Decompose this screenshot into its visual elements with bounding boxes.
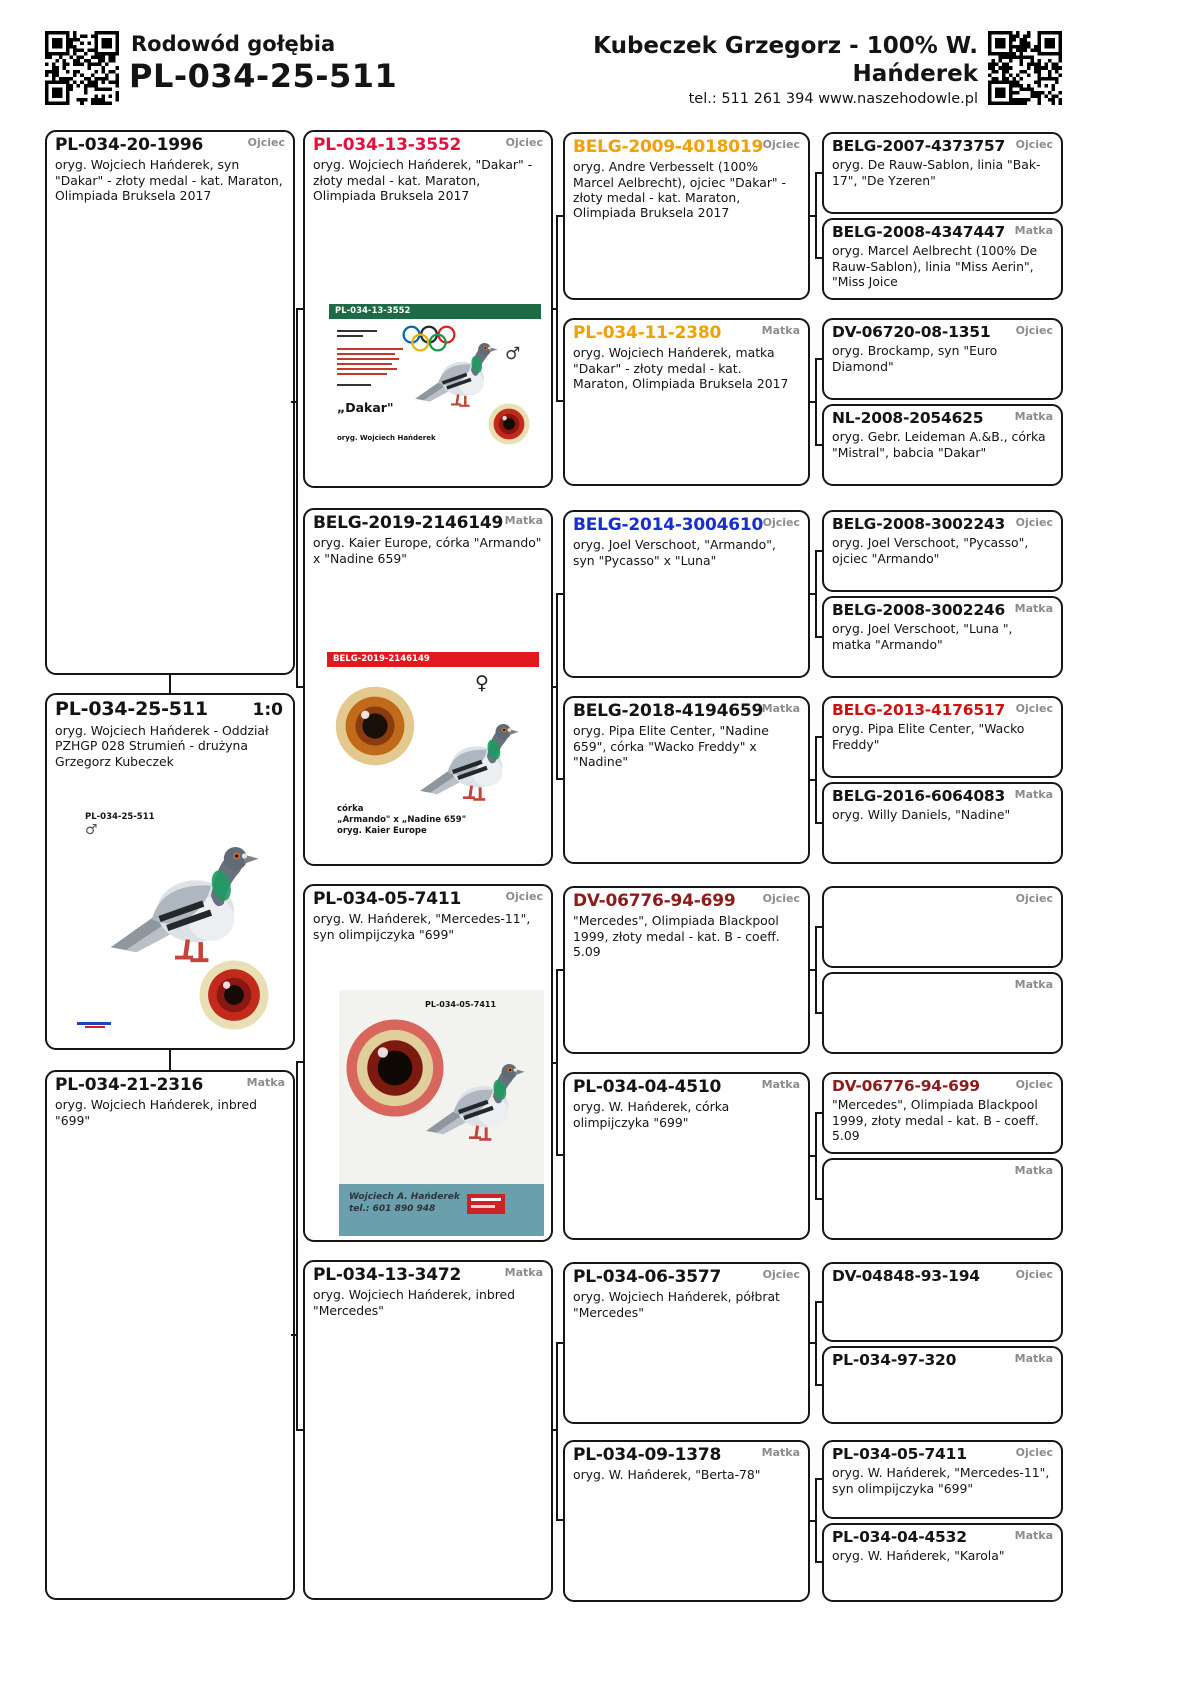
gen5-box-2 xyxy=(822,218,1063,300)
connector-line xyxy=(815,1112,822,1114)
gen4-box-3 xyxy=(563,510,810,678)
ring-number: PL-034-21-2316 xyxy=(55,1075,204,1095)
connector-line xyxy=(815,444,822,446)
connector-line xyxy=(815,926,822,928)
male-symbol: ♂ xyxy=(505,344,521,364)
role-label: Ojciec xyxy=(762,138,800,151)
breeder-name-line1: Kubeczek Grzegorz - 100% W. xyxy=(593,33,978,59)
role-label: Matka xyxy=(1014,410,1053,423)
pigeon-image xyxy=(421,1014,541,1186)
male-symbol: ♂ xyxy=(85,822,98,838)
ring-number: BELG-2014-3004610 xyxy=(573,515,764,535)
role-label: Ojciec xyxy=(1015,1268,1053,1281)
connector-line xyxy=(808,1342,816,1344)
ring-number: PL-034-04-4510 xyxy=(573,1077,722,1097)
photo-caption-3: oryg. Kaier Europe xyxy=(337,826,427,836)
pigeon-description: oryg. Joel Verschoot, "Pycasso", ojciec "Armando" xyxy=(832,535,1029,566)
ring-number: BELG-2008-4347447 xyxy=(832,223,1006,241)
loft-logo-accent xyxy=(85,1026,105,1028)
eye-image xyxy=(333,684,417,768)
ring-number: PL-034-11-2380 xyxy=(573,323,722,343)
role-label: Ojciec xyxy=(1015,1446,1053,1459)
gen4-box-1 xyxy=(563,132,810,300)
connector-line xyxy=(808,215,816,217)
role-label: Matka xyxy=(761,702,800,715)
role-label: Ojciec xyxy=(247,136,285,149)
connector-line xyxy=(556,1342,563,1344)
connector-line xyxy=(556,1342,558,1521)
ring-number: BELG-2016-6064083 xyxy=(832,787,1006,805)
gen5-box-1 xyxy=(822,132,1063,214)
connector-line xyxy=(815,1198,822,1200)
subject-box xyxy=(45,693,295,1050)
connector-line xyxy=(808,1155,816,1157)
connector-line xyxy=(551,1429,557,1431)
role-label: Matka xyxy=(504,1266,543,1279)
role-label: Matka xyxy=(1014,788,1053,801)
gen4-box-2 xyxy=(563,318,810,486)
pigeon-description: oryg. Andre Verbesselt (100% Marcel Aelbrecht), ojciec "Dakar" - złoty medal - kat. Maraton, Olimpiada Bruksela 2017 xyxy=(573,159,787,221)
kaier-photo-card xyxy=(327,576,539,860)
pigeon-description: oryg. Wojciech Hańderek, inbred "699" xyxy=(55,1097,258,1128)
role-label: Ojciec xyxy=(1015,516,1053,529)
gen3-box-1 xyxy=(303,130,553,488)
connector-line xyxy=(291,1334,297,1336)
connector-line xyxy=(296,686,303,688)
gen5-box-4 xyxy=(822,404,1063,486)
role-label: Ojciec xyxy=(1015,892,1053,905)
connector-line xyxy=(815,257,822,259)
connector-line xyxy=(556,969,563,971)
connector-line xyxy=(815,1561,822,1563)
pigeon-description: oryg. Joel Verschoot, "Armando", syn "Pycasso" x "Luna" xyxy=(573,537,776,568)
gen5-box-15 xyxy=(822,1440,1063,1519)
subject-score: 1:0 xyxy=(252,700,283,720)
gen5-box-7 xyxy=(822,696,1063,778)
connector-line xyxy=(808,969,816,971)
role-label: Ojciec xyxy=(1015,324,1053,337)
connector-line xyxy=(815,822,822,824)
connector-line xyxy=(296,1061,303,1063)
gen5-box-11 xyxy=(822,1072,1063,1154)
role-label: Ojciec xyxy=(505,890,543,903)
photo-card-header: BELG-2019-2146149 xyxy=(333,654,430,664)
pigeon-description: "Mercedes", Olimpiada Blackpool 1999, złoty medal - kat. B - coeff. 5.09 xyxy=(832,1097,1039,1144)
ring-number: DV-06776-94-699 xyxy=(832,1077,980,1095)
gen5-box-6 xyxy=(822,596,1063,678)
connector-line xyxy=(551,1062,557,1064)
gen5-box-13 xyxy=(822,1262,1063,1342)
ring-number: PL-034-09-1378 xyxy=(573,1445,722,1465)
connector-line xyxy=(556,1519,563,1521)
connector-line xyxy=(556,215,563,217)
connector-line xyxy=(169,675,171,693)
gen3-box-4 xyxy=(303,1260,553,1600)
photo-caption-2: „Armando" x „Nadine 659" xyxy=(337,815,467,825)
connector-line xyxy=(556,400,563,402)
eye-image xyxy=(197,958,271,1032)
ring-number: BELG-2013-4176517 xyxy=(832,701,1006,719)
gen5-box-16 xyxy=(822,1523,1063,1602)
gen4-box-5 xyxy=(563,886,810,1054)
female-symbol: ♀ xyxy=(475,672,489,694)
document-title: Rodowód gołębia xyxy=(131,32,336,56)
mercedes-photo-card xyxy=(339,990,544,1236)
connector-line xyxy=(808,1520,816,1522)
connector-line xyxy=(291,401,297,403)
photo-caption-1: córka xyxy=(337,804,364,814)
ring-number: BELG-2007-4373757 xyxy=(832,137,1006,155)
gen3-box-3 xyxy=(303,884,553,1242)
qr-code-right xyxy=(988,31,1062,105)
pigeon-description: oryg. W. Hańderek, "Mercedes-11", syn olimpijczyka "699" xyxy=(832,1465,1050,1496)
pigeon-description: oryg. Gebr. Leideman A.&B., córka "Mistral", babcia "Dakar" xyxy=(832,429,1046,460)
pigeon-description: oryg. W. Hańderek, "Berta-78" xyxy=(573,1467,761,1483)
role-label: Matka xyxy=(761,324,800,337)
gen3-box-2 xyxy=(303,508,553,866)
pigeon-description: oryg. Wojciech Hańderek, inbred "Mercedes" xyxy=(313,1287,516,1318)
role-label: Matka xyxy=(1014,1529,1053,1542)
connector-line xyxy=(556,778,563,780)
role-label: Ojciec xyxy=(1015,702,1053,715)
role-label: Ojciec xyxy=(762,516,800,529)
connector-line xyxy=(815,550,822,552)
photo-badge-line xyxy=(471,1198,501,1201)
connector-line xyxy=(808,401,816,403)
pigeon-name: „Dakar" xyxy=(337,400,394,415)
pigeon-description: oryg. Pipa Elite Center, "Nadine 659", córka "Wacko Freddy" x "Nadine" xyxy=(573,723,769,769)
photo-footer-2: tel.: 601 890 948 xyxy=(349,1204,436,1214)
ring-number: PL-034-05-7411 xyxy=(832,1445,967,1463)
pigeon-description: oryg. Pipa Elite Center, "Wacko Freddy" xyxy=(832,721,1025,752)
document-ring-number: PL-034-25-511 xyxy=(129,57,398,95)
gen5-box-3 xyxy=(822,318,1063,400)
gen4-box-4 xyxy=(563,696,810,864)
connector-line xyxy=(169,1050,171,1070)
pigeon-description: oryg. Joel Verschoot, "Luna ", matka "Armando" xyxy=(832,621,1013,652)
breeder-info xyxy=(458,32,978,107)
gen5-box-10 xyxy=(822,972,1063,1054)
connector-line xyxy=(815,358,822,360)
breeder-contact: tel.: 511 261 394 www.naszehodowle.pl xyxy=(688,91,978,108)
pigeon-description: oryg. W. Hańderek, córka olimpijczyka "699" xyxy=(573,1099,730,1130)
role-label: Matka xyxy=(761,1078,800,1091)
subject-ring-number: PL-034-25-511 xyxy=(55,698,208,720)
pigeon-description: oryg. Marcel Aelbrecht (100% De Rauw-Sablon), linia "Miss Aerin", "Miss Joice xyxy=(832,243,1038,290)
connector-line xyxy=(815,1478,822,1480)
ring-number: PL-034-13-3472 xyxy=(313,1265,462,1285)
ring-number: BELG-2008-3002243 xyxy=(832,515,1006,533)
pigeon-description: oryg. Wojciech Hańderek, "Dakar" - złoty medal - kat. Maraton, Olimpiada Bruksela 2017 xyxy=(313,157,533,203)
ring-number: PL-034-05-7411 xyxy=(313,889,462,909)
connector-line xyxy=(556,1154,563,1156)
photo-badge xyxy=(467,1194,505,1214)
dakar-photo-card xyxy=(329,304,541,452)
role-label: Matka xyxy=(1014,224,1053,237)
gen5-box-14 xyxy=(822,1346,1063,1424)
photo-footer-1: Wojciech A. Hańderek xyxy=(349,1192,460,1202)
subject-description: oryg. Wojciech Hańderek - Oddział PZHGP 028 Strumień - drużyna Grzegorz Kubeczek xyxy=(55,722,269,769)
gen4-box-7 xyxy=(563,1262,810,1424)
connector-line xyxy=(296,308,298,688)
connector-line xyxy=(551,686,557,688)
role-label: Ojciec xyxy=(1015,138,1053,151)
ring-number: DV-06720-08-1351 xyxy=(832,323,991,341)
gen4-box-8 xyxy=(563,1440,810,1602)
pigeon-description: oryg. De Rauw-Sablon, linia "Bak-17", "De Yzeren" xyxy=(832,157,1041,188)
role-label: Matka xyxy=(1014,1164,1053,1177)
gen2-father-box xyxy=(45,130,295,675)
eye-image xyxy=(487,402,531,446)
role-label: Matka xyxy=(1014,1352,1053,1365)
connector-line xyxy=(551,308,557,310)
ring-number: DV-04848-93-194 xyxy=(832,1267,980,1285)
connector-line xyxy=(815,636,822,638)
photo-badge-line2 xyxy=(471,1205,495,1208)
connector-line xyxy=(815,1012,822,1014)
pigeon-description: oryg. Wojciech Hańderek, półbrat "Mercedes" xyxy=(573,1289,780,1320)
connector-line xyxy=(296,1061,298,1431)
gen2-mother-box xyxy=(45,1070,295,1600)
photo-ring-label: PL-034-25-511 xyxy=(85,812,155,822)
ring-number: BELG-2009-4018019 xyxy=(573,137,764,157)
gen5-box-9 xyxy=(822,886,1063,968)
gen5-box-12 xyxy=(822,1158,1063,1240)
connector-line xyxy=(296,1429,303,1431)
ring-number: PL-034-20-1996 xyxy=(55,135,204,155)
pigeon-description: oryg. W. Hańderek, "Mercedes-11", syn olimpijczyka "699" xyxy=(313,911,531,942)
connector-line xyxy=(296,308,303,310)
gen5-box-5 xyxy=(822,510,1063,592)
pigeon-description: "Mercedes", Olimpiada Blackpool 1999, złoty medal - kat. B - coeff. 5.09 xyxy=(573,913,780,959)
gen5-box-8 xyxy=(822,782,1063,864)
role-label: Matka xyxy=(504,514,543,527)
role-label: Matka xyxy=(246,1076,285,1089)
connector-line xyxy=(815,736,822,738)
ring-number: BELG-2018-4194659 xyxy=(573,701,764,721)
connector-line xyxy=(556,593,563,595)
photo-card-header: PL-034-13-3552 xyxy=(335,306,411,316)
breeder-name-line2: Hańderek xyxy=(852,61,978,88)
gen4-box-6 xyxy=(563,1072,810,1240)
pigeon-description: oryg. Willy Daniels, "Nadine" xyxy=(832,807,1011,823)
loft-logo xyxy=(77,1022,111,1025)
ring-number: NL-2008-2054625 xyxy=(832,409,984,427)
ring-number: BELG-2008-3002246 xyxy=(832,601,1006,619)
ring-number: PL-034-04-4532 xyxy=(832,1528,967,1546)
connector-line xyxy=(815,1301,822,1303)
subject-pigeon-photo xyxy=(55,790,283,1042)
pigeon-description: oryg. Wojciech Hańderek, matka "Dakar" - złoty medal - kat. Maraton, Olimpiada Bruksela 2017 xyxy=(573,345,789,391)
qr-code-left xyxy=(45,31,119,105)
photo-credit: oryg. Wojciech Hańderek xyxy=(337,434,436,442)
pigeon-description: oryg. Kaier Europe, córka "Armando" x "Nadine 659" xyxy=(313,535,542,566)
ring-number: BELG-2019-2146149 xyxy=(313,513,504,533)
role-label: Ojciec xyxy=(1015,1078,1053,1091)
pigeon-description: oryg. Brockamp, syn "Euro Diamond" xyxy=(832,343,998,374)
photo-card-label: PL-034-05-7411 xyxy=(425,1000,497,1009)
role-label: Ojciec xyxy=(762,892,800,905)
role-label: Matka xyxy=(1014,978,1053,991)
role-label: Matka xyxy=(761,1446,800,1459)
role-label: Ojciec xyxy=(505,136,543,149)
role-label: Ojciec xyxy=(762,1268,800,1281)
role-label: Matka xyxy=(1014,602,1053,615)
connector-line xyxy=(808,593,816,595)
connector-line xyxy=(815,172,822,174)
pigeon-description: oryg. W. Hańderek, "Karola" xyxy=(832,1548,1005,1564)
connector-line xyxy=(808,779,816,781)
ring-number: PL-034-97-320 xyxy=(832,1351,957,1369)
ring-number: PL-034-13-3552 xyxy=(313,135,462,155)
ring-number: PL-034-06-3577 xyxy=(573,1267,722,1287)
ring-number: DV-06776-94-699 xyxy=(573,891,736,911)
connector-line xyxy=(815,1384,822,1386)
pigeon-description: oryg. Wojciech Hańderek, syn "Dakar" - złoty medal - kat. Maraton, Olimpiada Bruksela 2017 xyxy=(55,157,283,203)
